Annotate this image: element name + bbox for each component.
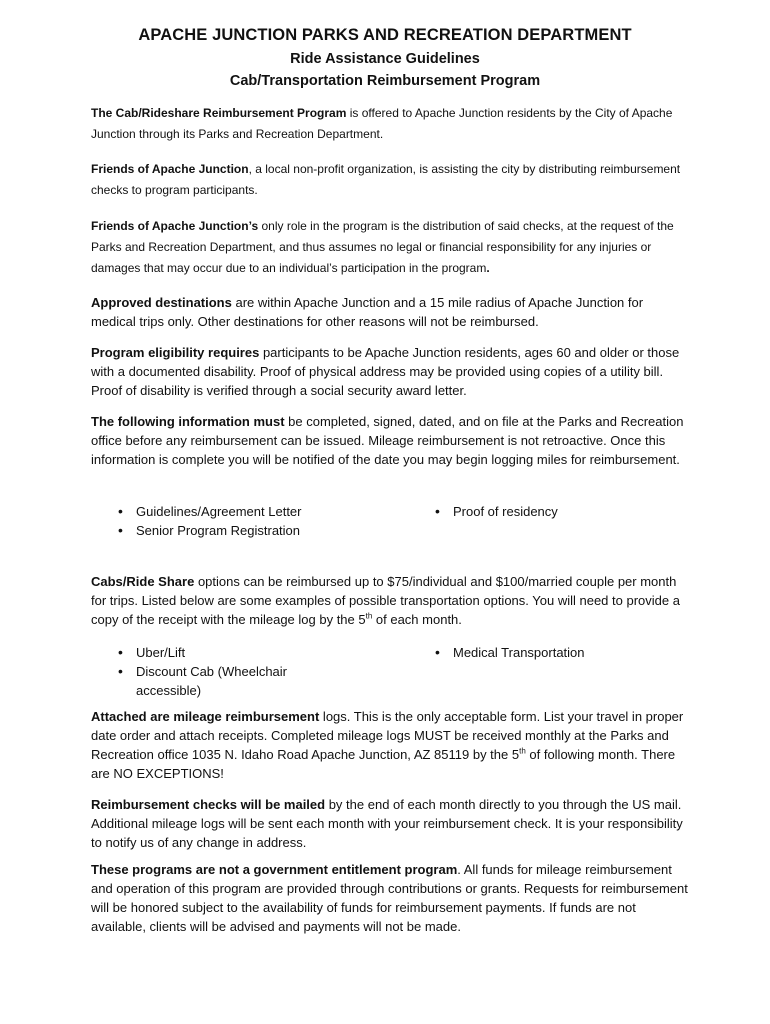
rideshare-paragraph — [91, 572, 691, 629]
mileage-logs-text: logs. This is the only acceptable form. List your travel in proper date order and attach receipts. Completed mileage logs MUST be received monthly at the Parks and Recreation office 1035 N. Idaho Road Apache Junction, AZ 85119 by the 5 — [91, 709, 684, 762]
friends-text: , a local non-profit organization, is assisting the city by distributing reimbursement checks to program participants. — [91, 162, 681, 197]
mileage-logs-bold: Attached are mileage reimbursement — [91, 709, 320, 724]
transport-options-list-right — [429, 643, 669, 662]
destinations-bold: Approved destinations — [91, 295, 232, 310]
program-title: Cab/Transportation Reimbursement Program — [229, 73, 541, 89]
mileage-logs-end: of following month. There are NO EXCEPTIONS! — [91, 747, 676, 781]
friends-bold: Friends of Apache Junction — [91, 162, 249, 176]
friends-paragraph — [91, 159, 691, 201]
list-item: • Guidelines/Agreement Letter — [112, 502, 352, 521]
intro-bold: The Cab/Rideshare Reimbursement Program — [91, 106, 347, 120]
list-item: • Proof of residency — [429, 502, 669, 521]
transport-options-list-left — [112, 643, 332, 700]
document-title: APACHE JUNCTION PARKS AND RECREATION DEPARTMENT — [138, 26, 632, 44]
required-documents-list-left — [112, 502, 352, 540]
list-item: • Uber/Lift — [112, 643, 332, 662]
liability-text: only role in the program is the distribution of said checks, at the request of the Parks and Recreation Department, and thus assumes no legal or financial responsibility for any injuries or damages that may occur due to an individual’s participation in the program — [91, 219, 674, 275]
mileage-logs-sup: th — [519, 746, 526, 756]
required-info-paragraph — [91, 412, 691, 469]
intro-paragraph — [91, 103, 691, 145]
entitlement-paragraph — [91, 860, 691, 936]
checks-text: by the end of each month directly to you through the US mail. Additional mileage logs will be sent each month with your reimbursement check. It is your responsibility to notify us of any change in address. — [91, 797, 683, 850]
mileage-logs-paragraph — [91, 707, 691, 783]
liability-bold: Friends of Apache Junction’s — [91, 219, 259, 233]
eligibility-text: participants to be Apache Junction residents, ages 60 and older or those with a documented disability. Proof of physical address may be provided using copies of a utility bill. Proof of disability is verified through a social security award letter. — [91, 345, 680, 398]
required-documents-list-right — [429, 502, 669, 521]
checks-paragraph — [91, 795, 691, 852]
required-info-text: be completed, signed, dated, and on file at the Parks and Recreation office before any reimbursement can be issued. Mileage reimbursement is not retroactive. Once this information is complete you will be notified of the date you may begin logging miles for reimbursement. — [91, 414, 684, 467]
entitlement-bold: These programs are not a government entitlement program — [91, 862, 458, 877]
checks-bold: Reimbursement checks will be mailed — [91, 797, 326, 812]
rideshare-text: options can be reimbursed up to $75/individual and $100/married couple per month for trips. Listed below are some examples of possible transportation options. You will need to provide a copy of the receipt with the mileage log by the 5 — [91, 574, 680, 627]
required-info-bold: The following information must — [91, 414, 285, 429]
destinations-paragraph — [91, 293, 691, 331]
list-item: • Medical Transportation — [429, 643, 669, 662]
list-item: • Discount Cab (Wheelchair accessible) — [112, 662, 332, 700]
eligibility-paragraph — [91, 343, 691, 400]
rideshare-bold: Cabs/Ride Share — [91, 574, 195, 589]
document-subtitle: Ride Assistance Guidelines — [290, 51, 480, 67]
liability-paragraph — [91, 216, 691, 279]
rideshare-end: of each month. — [372, 612, 462, 627]
entitlement-text: . All funds for mileage reimbursement and operation of this program are provided through contributions or grants. Requests for reimbursement will be honored subject to the availability of funds for reimbursement payments. If funds are not available, clients will be advised and payments will not be made. — [91, 862, 688, 934]
eligibility-bold: Program eligibility requires — [91, 345, 260, 360]
list-item: • Senior Program Registration — [112, 521, 352, 540]
destinations-text: are within Apache Junction and a 15 mile radius of Apache Junction for medical trips only. Other destinations for other reasons will not be reimbursed. — [91, 295, 644, 329]
liability-end: . — [486, 261, 490, 275]
rideshare-sup: th — [365, 611, 373, 621]
intro-text: is offered to Apache Junction residents by the City of Apache Junction through its Parks and Recreation Department. — [91, 106, 673, 141]
